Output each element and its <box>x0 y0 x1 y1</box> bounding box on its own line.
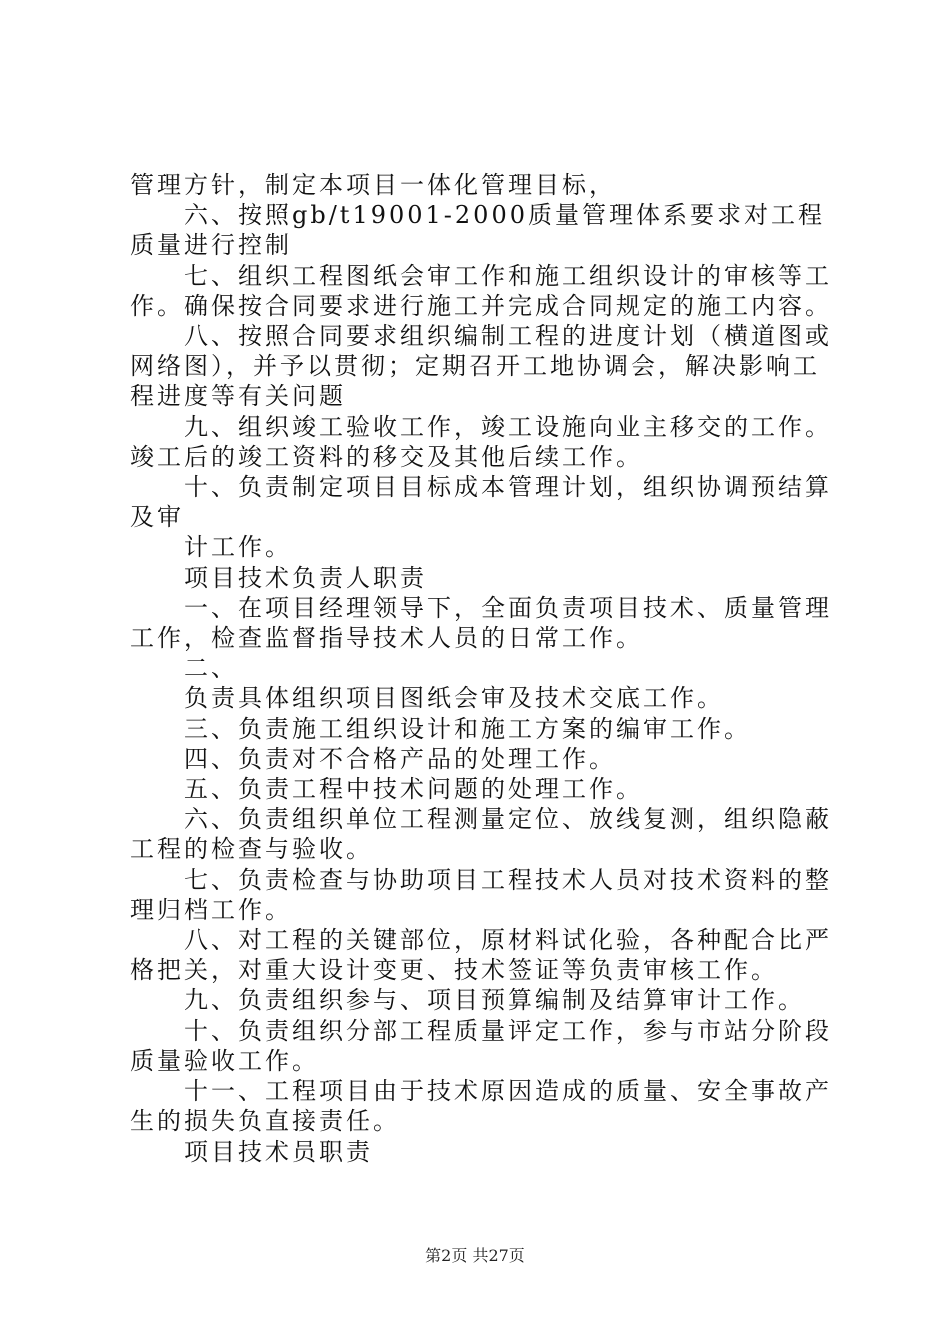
paragraph: 九、组织竣工验收工作，竣工设施向业主移交的工作。竣工后的竣工资料的移交及其他后续工作。 <box>130 412 832 471</box>
paragraph: 七、负责检查与协助项目工程技术人员对技术资料的整理归档工作。 <box>130 865 832 924</box>
paragraph: 十、负责组织分部工程质量评定工作，参与市站分阶段质量验收工作。 <box>130 1016 832 1075</box>
paragraph: 五、负责工程中技术问题的处理工作。 <box>184 775 643 804</box>
paragraph: 计工作。 <box>184 533 292 562</box>
paragraph: 三、负责施工组织设计和施工方案的编审工作。 <box>184 714 751 743</box>
paragraph: 负责具体组织项目图纸会审及技术交底工作。 <box>184 684 724 713</box>
paragraph: 八、对工程的关键部位，原材料试化验，各种配合比严格把关，对重大设计变更、技术签证等负责审核工作。 <box>130 926 832 985</box>
section-heading: 项目技术员职责 <box>184 1137 373 1166</box>
page-number-footer: 第2页 共27页 <box>425 1246 525 1265</box>
paragraph: 七、组织工程图纸会审工作和施工组织设计的审核等工作。确保按合同要求进行施工并完成合同规定的施工内容。 <box>130 261 832 320</box>
paragraph: 管理方针，制定本项目一体化管理目标， <box>130 171 616 199</box>
paragraph: 二、 <box>184 654 238 683</box>
paragraph: 六、按照gb/t19001-2000质量管理体系要求对工程质量进行控制 <box>130 201 825 260</box>
section-heading: 项目技术负责人职责 <box>184 563 427 592</box>
paragraph: 四、负责对不合格产品的处理工作。 <box>184 744 616 773</box>
paragraph: 十一、工程项目由于技术原因造成的质量、安全事故产生的损失负直接责任。 <box>130 1077 832 1136</box>
paragraph: 八、按照合同要求组织编制工程的进度计划（横道图或网络图），并予以贯彻；定期召开工地协调会，解决影响工程进度等有关问题 <box>130 322 832 411</box>
paragraph: 一、在项目经理领导下，全面负责项目技术、质量管理工作，检查监督指导技术人员的日常工作。 <box>130 593 832 653</box>
paragraph: 十、负责制定项目目标成本管理计划，组织协调预结算及审 <box>130 473 832 532</box>
paragraph: 九、负责组织参与、项目预算编制及结算审计工作。 <box>184 986 805 1015</box>
paragraph: 六、负责组织单位工程测量定位、放线复测，组织隐蔽工程的检查与验收。 <box>130 805 832 864</box>
document-body <box>130 170 840 1167</box>
